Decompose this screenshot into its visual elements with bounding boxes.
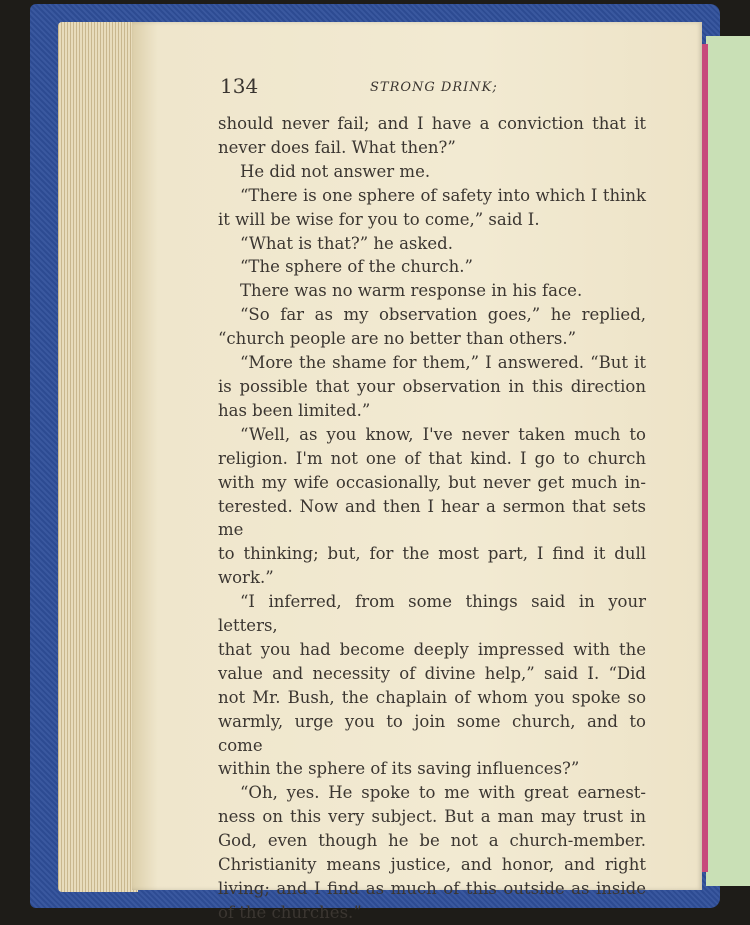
text-line: He did not answer me. bbox=[240, 161, 431, 181]
facing-page-edge bbox=[706, 36, 750, 886]
running-head: STRONG DRINK; bbox=[370, 80, 498, 95]
text-line: “The sphere of the church.” bbox=[240, 257, 473, 277]
text-line: terested. Now and then I hear a sermon that sets me bbox=[218, 496, 646, 540]
text-line: warmly, urge you to join some church, and to come bbox=[218, 711, 646, 755]
text-line: is possible that your observation in this direction bbox=[218, 376, 646, 396]
page-stack-edges bbox=[58, 22, 138, 892]
text-line: “More the shame for them,” I answered. “But it bbox=[240, 353, 646, 373]
text-line: living; and I find as much of this outside as inside bbox=[218, 879, 646, 898]
text-line: “church people are no better than others.” bbox=[218, 329, 577, 349]
text-line: not Mr. Bush, the chaplain of whom you spoke so bbox=[218, 687, 646, 707]
body-text bbox=[218, 112, 646, 925]
text-line: it will be wise for you to come,” said I. bbox=[218, 209, 540, 229]
text-line: Christianity means justice, and honor, and right bbox=[218, 855, 646, 875]
text-line: There was no warm response in his face. bbox=[240, 281, 583, 301]
text-line: should never fail; and I have a conviction that it bbox=[218, 114, 646, 133]
text-line: value and necessity of divine help,” said I. “Did bbox=[218, 663, 646, 683]
text-line: God, even though he be not a church-member. bbox=[218, 831, 646, 851]
text-line: “So far as my observation goes,” he replied, bbox=[240, 305, 646, 325]
text-line: has been limited.” bbox=[218, 400, 371, 420]
text-line: “I inferred, from some things said in your letters, bbox=[218, 592, 646, 636]
text-line: that you had become deeply impressed with the bbox=[218, 639, 646, 659]
text-line: never does fail. What then?” bbox=[218, 137, 456, 157]
text-line: “What is that?” he asked. bbox=[240, 233, 453, 253]
text-line: “Well, as you know, I've never taken much to bbox=[240, 424, 646, 444]
text-line: ness on this very subject. But a man may trust in bbox=[218, 807, 646, 827]
text-line: to thinking; but, for the most part, I find it dull work.” bbox=[218, 544, 646, 588]
text-line: “Oh, yes. He spoke to me with great earnest- bbox=[240, 783, 646, 803]
text-line: “There is one sphere of safety into which I think bbox=[240, 185, 646, 205]
page-number: 134 bbox=[220, 74, 259, 98]
page-header bbox=[220, 74, 646, 104]
text-line: within the sphere of its saving influences?” bbox=[218, 759, 580, 779]
text-line: religion. I'm not one of that kind. I go to church bbox=[218, 448, 646, 468]
text-line: of the churches.” bbox=[218, 902, 362, 922]
text-line: with my wife occasionally, but never get much in- bbox=[218, 472, 646, 492]
